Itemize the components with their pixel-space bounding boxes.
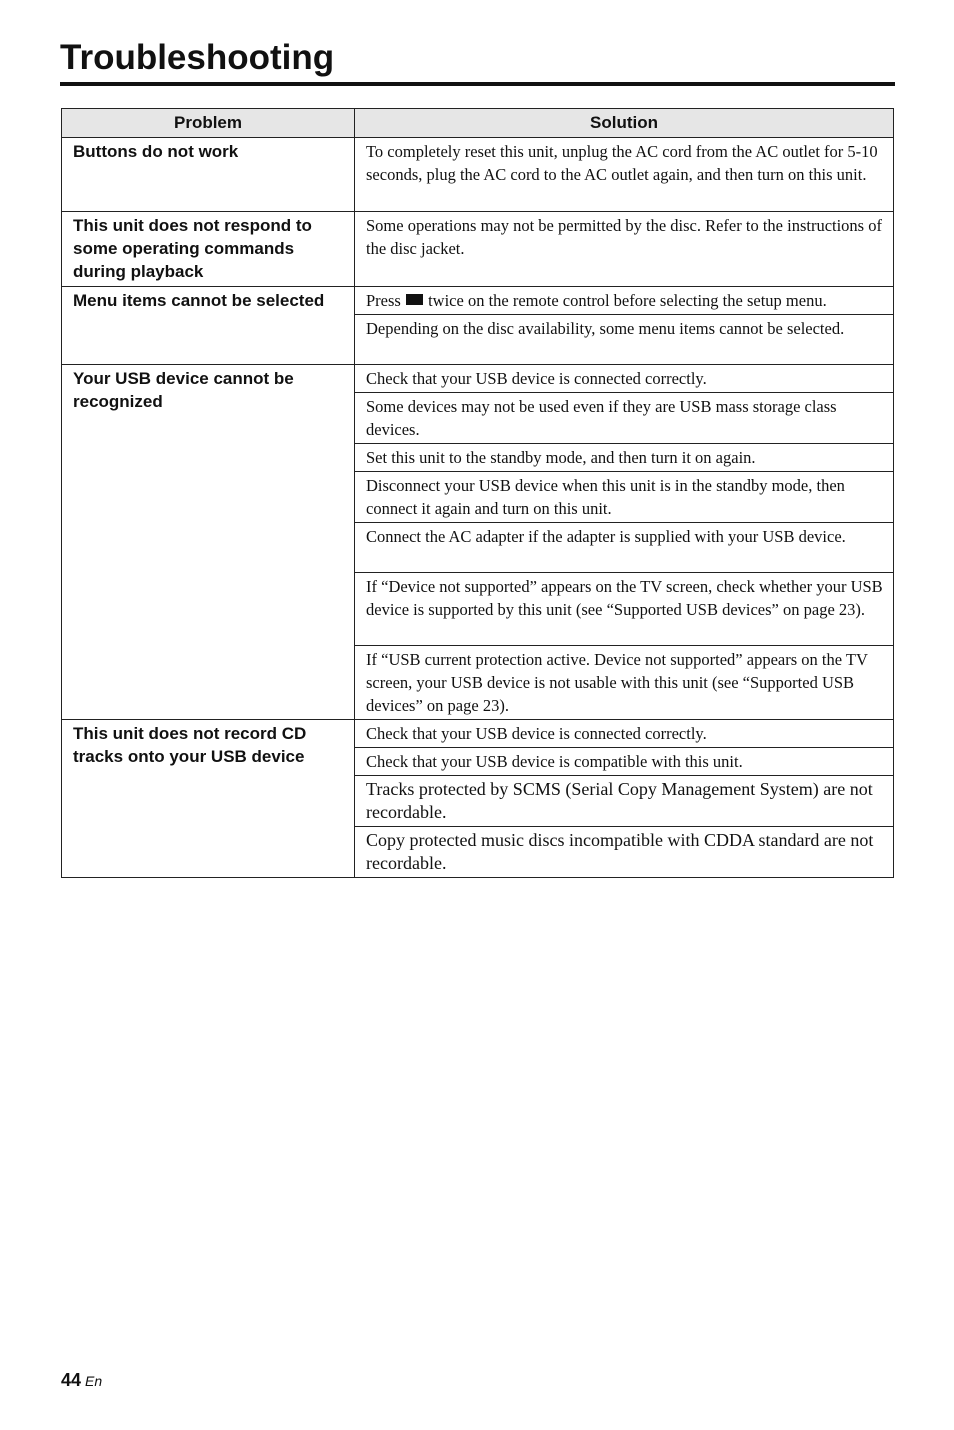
solution-cell: If “USB current protection active. Device not supported” appears on the TV screen, your USB device is not usable with this unit (see “Supported USB devices” on page 23). bbox=[355, 646, 894, 720]
table-row bbox=[62, 365, 894, 393]
solution-cell: If “Device not supported” appears on the TV screen, check whether your USB device is supported by this unit (see “Supported USB devices” on page 23). bbox=[355, 573, 894, 646]
solution-cell: Check that your USB device is connected correctly. bbox=[355, 720, 894, 748]
table-row bbox=[62, 212, 894, 287]
table-row bbox=[62, 287, 894, 315]
problem-cell: Your USB device cannot be recognized bbox=[62, 365, 355, 720]
table-row bbox=[62, 138, 894, 212]
solution-cell: Copy protected music discs incompatible with CDDA standard are not recordable. bbox=[355, 827, 894, 878]
problem-cell: Menu items cannot be selected bbox=[62, 287, 355, 365]
solution-cell: Set this unit to the standby mode, and then turn it on again. bbox=[355, 444, 894, 472]
page-footer bbox=[61, 1370, 102, 1391]
solution-cell: Some operations may not be permitted by the disc. Refer to the instructions of the disc jacket. bbox=[355, 212, 894, 287]
stop-icon bbox=[406, 294, 423, 305]
solution-cell: Check that your USB device is compatible with this unit. bbox=[355, 748, 894, 776]
solution-cell: Check that your USB device is connected correctly. bbox=[355, 365, 894, 393]
title-rule bbox=[60, 82, 895, 86]
solution-cell: Disconnect your USB device when this unit is in the standby mode, then connect it again and turn on this unit. bbox=[355, 472, 894, 523]
solution-cell: Depending on the disc availability, some menu items cannot be selected. bbox=[355, 315, 894, 365]
solution-cell: To completely reset this unit, unplug the AC cord from the AC outlet for 5-10 seconds, plug the AC cord to the AC outlet again, and then turn on this unit. bbox=[355, 138, 894, 212]
page-title: Troubleshooting bbox=[60, 38, 335, 77]
problem-cell: This unit does not respond to some operating commands during playback bbox=[62, 212, 355, 287]
table-header-row bbox=[62, 109, 894, 138]
press-text: Press bbox=[366, 291, 401, 310]
press-text-after: twice on the remote control before selecting the setup menu. bbox=[428, 291, 827, 310]
solution-cell bbox=[355, 287, 894, 315]
solution-cell: Some devices may not be used even if they are USB mass storage class devices. bbox=[355, 393, 894, 444]
troubleshooting-table bbox=[61, 108, 894, 878]
solution-column-header: Solution bbox=[355, 109, 894, 138]
problem-cell: This unit does not record CD tracks onto your USB device bbox=[62, 720, 355, 878]
solution-cell: Connect the AC adapter if the adapter is supplied with your USB device. bbox=[355, 523, 894, 573]
table-row bbox=[62, 720, 894, 748]
page-number: 44 bbox=[61, 1370, 82, 1390]
solution-cell: Tracks protected by SCMS (Serial Copy Management System) are not recordable. bbox=[355, 776, 894, 827]
problem-column-header: Problem bbox=[62, 109, 355, 138]
language-code: En bbox=[85, 1373, 103, 1389]
problem-cell: Buttons do not work bbox=[62, 138, 355, 212]
